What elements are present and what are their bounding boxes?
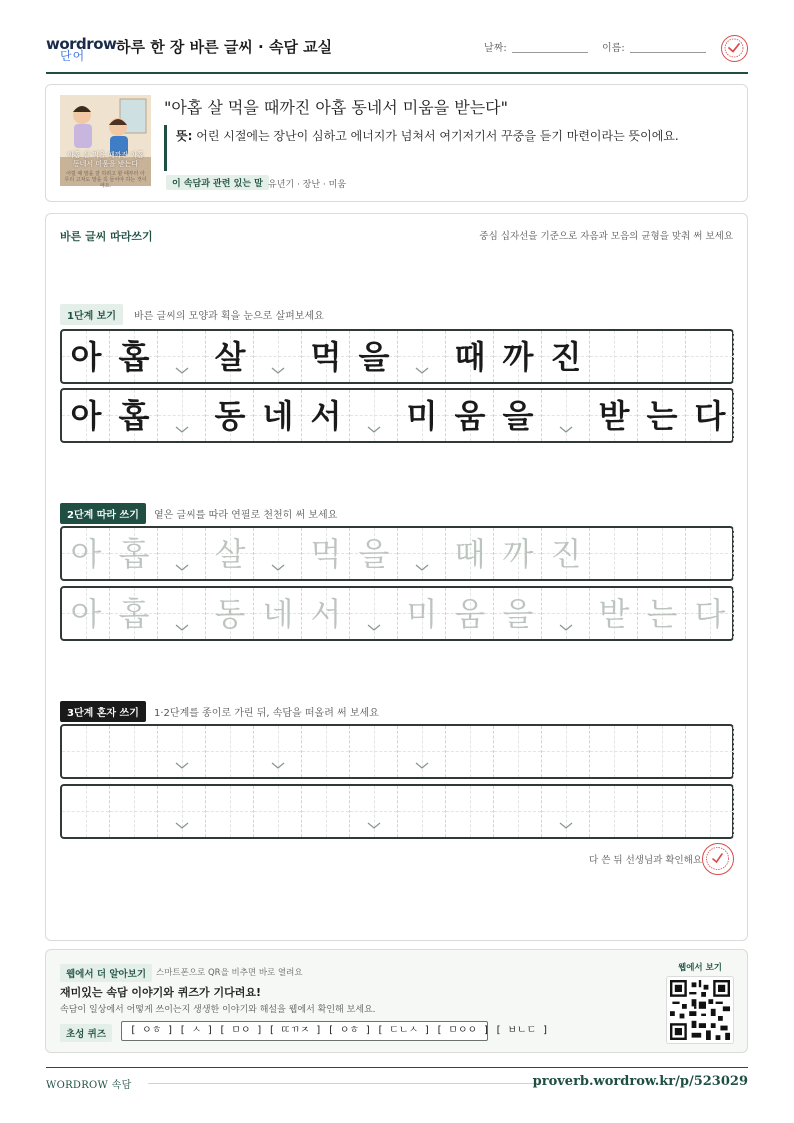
grid-cell[interactable] <box>494 786 542 837</box>
grid-cell <box>302 390 350 441</box>
date-label: 날짜: <box>484 43 507 54</box>
space-mark-icon <box>175 426 189 434</box>
grid-glyph: 미 <box>406 397 438 435</box>
related-tags: 유년기 · 장난 · 미움 <box>268 180 347 190</box>
step3-line2[interactable] <box>60 784 734 839</box>
footer-brand: WORDROW 속담 <box>46 1080 132 1091</box>
grid-cell[interactable] <box>254 528 302 579</box>
web-hint: 스마트폰으로 QR을 비추면 바로 열려요 <box>156 968 303 978</box>
name-field[interactable] <box>630 52 706 53</box>
grid-glyph: 을 <box>358 338 390 376</box>
grid-cell[interactable] <box>446 528 494 579</box>
grid-glyph: 홉 <box>118 338 150 376</box>
grid-cell[interactable] <box>350 726 398 777</box>
web-headline: 재미있는 속담 이야기와 퀴즈가 기다려요! <box>60 986 261 999</box>
space-mark-icon <box>367 426 381 434</box>
step3-badge: 3단계 혼자 쓰기 <box>60 701 146 722</box>
grid-cell <box>398 390 446 441</box>
practice-title: 바른 글씨 따라쓰기 <box>60 230 153 243</box>
grid-cell[interactable] <box>62 528 110 579</box>
grid-cell[interactable] <box>590 786 638 837</box>
grid-cell[interactable] <box>686 588 734 639</box>
grid-cell[interactable] <box>110 588 158 639</box>
grid-glyph: 움 <box>454 595 486 633</box>
space-mark-icon <box>271 564 285 572</box>
grid-cell[interactable] <box>110 528 158 579</box>
grid-cell[interactable] <box>638 726 686 777</box>
grid-cell[interactable] <box>254 588 302 639</box>
grid-glyph: 때 <box>454 535 486 573</box>
grid-glyph: 먹 <box>310 338 342 376</box>
grid-cell <box>638 390 686 441</box>
grid-cell <box>398 331 446 382</box>
grid-cell[interactable] <box>494 528 542 579</box>
grid-cell[interactable] <box>206 588 254 639</box>
grid-cell[interactable] <box>590 528 638 579</box>
grid-glyph: 다 <box>694 397 726 435</box>
teacher-stamp-icon <box>702 843 734 875</box>
grid-glyph: 때 <box>454 338 486 376</box>
grid-glyph: 먹 <box>310 535 342 573</box>
grid-glyph: 아 <box>70 338 102 376</box>
grid-cell <box>158 331 206 382</box>
grid-cell[interactable] <box>494 726 542 777</box>
grid-cell <box>206 331 254 382</box>
page-title: 하루 한 장 바른 글씨 · 속담 교실 <box>116 38 333 56</box>
grid-glyph: 진 <box>550 535 582 573</box>
grid-glyph: 서 <box>310 397 342 435</box>
grid-cell[interactable] <box>254 726 302 777</box>
proverb-illustration <box>60 95 151 189</box>
grid-glyph: 을 <box>358 535 390 573</box>
space-mark-icon <box>415 564 429 572</box>
grid-cell[interactable] <box>302 726 350 777</box>
grid-cell[interactable] <box>590 726 638 777</box>
meaning-accent-bar <box>164 125 167 171</box>
grid-cell <box>62 390 110 441</box>
grid-cell[interactable] <box>542 726 590 777</box>
space-mark-icon <box>175 822 189 830</box>
illustration-note: 어릴 때 말을 잘 하려고 할 때부터 아무리 고쳐도 말을 꼭 들어야 하는 것이에요. <box>64 171 147 189</box>
space-mark-icon <box>559 426 573 434</box>
grid-glyph: 까 <box>502 535 534 573</box>
grid-glyph: 홉 <box>118 397 150 435</box>
step1-line1 <box>60 329 734 384</box>
grid-cell <box>158 390 206 441</box>
space-mark-icon <box>175 624 189 632</box>
qr-icon <box>670 980 730 1040</box>
web-badge: 웹에서 더 알아보기 <box>60 964 152 982</box>
grid-glyph: 아 <box>70 595 102 633</box>
grid-cell[interactable] <box>158 726 206 777</box>
grid-cell <box>542 331 590 382</box>
grid-cell[interactable] <box>62 726 110 777</box>
qr-label: 웹에서 보기 <box>678 963 723 973</box>
proverb-card <box>45 84 748 202</box>
practice-hint: 중심 십자선을 기준으로 자음과 모음의 균형을 맞춰 써 보세요 <box>479 231 733 242</box>
grid-glyph: 움 <box>454 397 486 435</box>
space-mark-icon <box>271 367 285 375</box>
logo-subtext: 단어 <box>60 49 86 63</box>
space-mark-icon <box>559 624 573 632</box>
grid-cell <box>446 390 494 441</box>
space-mark-icon <box>271 762 285 770</box>
grid-cell <box>446 331 494 382</box>
grid-glyph: 받 <box>598 595 630 633</box>
grid-cell[interactable] <box>158 588 206 639</box>
grid-cell[interactable] <box>62 786 110 837</box>
grid-cell[interactable] <box>686 726 734 777</box>
grid-cell <box>302 331 350 382</box>
grid-glyph: 네 <box>262 595 294 633</box>
grid-cell[interactable] <box>638 786 686 837</box>
page-header <box>46 30 748 74</box>
space-mark-icon <box>175 762 189 770</box>
meaning-label: 뜻: <box>176 129 193 143</box>
grid-cell[interactable] <box>350 786 398 837</box>
grid-glyph: 홉 <box>118 535 150 573</box>
grid-cell[interactable] <box>590 588 638 639</box>
grid-cell[interactable] <box>542 528 590 579</box>
space-mark-icon <box>415 367 429 375</box>
space-mark-icon <box>367 624 381 632</box>
grid-glyph: 을 <box>502 397 534 435</box>
grid-cell[interactable] <box>110 786 158 837</box>
grid-glyph: 서 <box>310 595 342 633</box>
grid-glyph: 홉 <box>118 595 150 633</box>
step1-badge: 1단계 보기 <box>60 304 123 325</box>
space-mark-icon <box>415 762 429 770</box>
wordrow-logo[interactable] <box>46 35 117 63</box>
date-field[interactable] <box>512 52 588 53</box>
grid-cell[interactable] <box>398 588 446 639</box>
meaning-text: 어린 시절에는 장난이 심하고 에너지가 넘쳐서 여기저기서 꾸중을 듣기 마련이라는 뜻이에요. <box>196 129 679 143</box>
grid-cell[interactable] <box>542 588 590 639</box>
space-mark-icon <box>367 822 381 830</box>
grid-cell <box>110 390 158 441</box>
space-mark-icon <box>175 564 189 572</box>
grid-glyph: 진 <box>550 338 582 376</box>
space-mark-icon <box>559 822 573 830</box>
web-description: 속담이 일상에서 어떻게 쓰이는지 생생한 이야기와 해설을 웹에서 확인해 보세요. <box>60 1005 376 1015</box>
grid-cell[interactable] <box>398 726 446 777</box>
grid-cell <box>590 331 638 382</box>
related-badge: 이 속담과 관련 있는 말 <box>166 175 269 190</box>
grid-cell <box>254 390 302 441</box>
grid-cell[interactable] <box>206 726 254 777</box>
grid-cell[interactable] <box>446 726 494 777</box>
grid-glyph: 다 <box>694 595 726 633</box>
step3-hint: 1·2단계를 종이로 가린 뒤, 속담을 떠올려 써 보세요 <box>154 708 379 719</box>
grid-cell <box>494 390 542 441</box>
grid-cell[interactable] <box>302 588 350 639</box>
grid-cell[interactable] <box>638 528 686 579</box>
proverb-meaning <box>176 127 736 146</box>
step2-hint: 옅은 글씨를 따라 연필로 천천히 써 보세요 <box>154 510 338 521</box>
grid-cell[interactable] <box>254 786 302 837</box>
quiz-box: [ ㅇㅎ ] [ ㅅ ] [ ㅁㅇ ] [ ㄸㄲㅈ ] [ ㅇㅎ ] [ ㄷㄴㅅ ] [ ㅁㅇㅇ ] [ ㅂㄴㄷ ] <box>121 1021 488 1041</box>
footer-divider <box>148 1083 538 1084</box>
quiz-badge: 초성 퀴즈 <box>60 1024 112 1042</box>
grid-glyph: 까 <box>502 338 534 376</box>
grid-glyph: 을 <box>502 595 534 633</box>
grid-cell[interactable] <box>542 786 590 837</box>
grid-cell[interactable] <box>686 786 734 837</box>
grid-glyph: 아 <box>70 535 102 573</box>
check-note: 다 쓴 뒤 선생님과 확인해요 <box>589 855 703 866</box>
step1-line2 <box>60 388 734 443</box>
step3-line1[interactable] <box>60 724 734 779</box>
grid-glyph: 는 <box>646 595 678 633</box>
grid-cell[interactable] <box>398 786 446 837</box>
grid-glyph: 살 <box>214 338 246 376</box>
web-card <box>45 949 748 1053</box>
grid-glyph: 동 <box>214 397 246 435</box>
grid-cell <box>350 390 398 441</box>
grid-cell <box>590 390 638 441</box>
grid-cell[interactable] <box>398 528 446 579</box>
illustration-caption: 아홉 살 먹을 때까진 아홉 동네서 미움을 받는다 <box>67 151 144 168</box>
grid-cell[interactable] <box>62 588 110 639</box>
grid-cell <box>350 331 398 382</box>
grid-cell[interactable] <box>110 726 158 777</box>
grid-glyph: 미 <box>406 595 438 633</box>
grid-cell[interactable] <box>350 528 398 579</box>
grid-glyph: 받 <box>598 397 630 435</box>
grid-cell <box>686 331 734 382</box>
page-footer <box>46 1067 748 1091</box>
grid-cell[interactable] <box>206 786 254 837</box>
grid-cell[interactable] <box>494 588 542 639</box>
grid-cell <box>542 390 590 441</box>
grid-cell <box>638 331 686 382</box>
proverb-title: "아홉 살 먹을 때까진 아홉 동네서 미움을 받는다" <box>164 98 508 117</box>
grid-cell <box>686 390 734 441</box>
name-label: 이름: <box>602 43 625 54</box>
grid-glyph: 는 <box>646 397 678 435</box>
step2-badge: 2단계 따라 쓰기 <box>60 503 146 524</box>
grid-glyph: 동 <box>214 595 246 633</box>
logo-text: wordrow <box>46 35 117 53</box>
grid-cell <box>254 331 302 382</box>
grid-glyph: 아 <box>70 397 102 435</box>
grid-cell[interactable] <box>446 588 494 639</box>
step2-line1[interactable] <box>60 526 734 581</box>
grid-cell[interactable] <box>686 528 734 579</box>
grid-cell[interactable] <box>158 528 206 579</box>
grid-cell <box>110 331 158 382</box>
grid-cell[interactable] <box>206 528 254 579</box>
space-mark-icon <box>175 367 189 375</box>
grid-cell[interactable] <box>446 786 494 837</box>
grid-cell[interactable] <box>302 528 350 579</box>
grid-cell <box>206 390 254 441</box>
footer-url[interactable]: proverb.wordrow.kr/p/523029 <box>532 1074 748 1089</box>
grid-cell[interactable] <box>638 588 686 639</box>
grid-cell[interactable] <box>302 786 350 837</box>
grid-glyph: 네 <box>262 397 294 435</box>
step1-hint: 바른 글씨의 모양과 획을 눈으로 살펴보세요 <box>134 311 324 322</box>
check-stamp-icon <box>721 35 748 62</box>
grid-glyph: 살 <box>214 535 246 573</box>
grid-cell[interactable] <box>158 786 206 837</box>
grid-cell <box>62 331 110 382</box>
qr-code[interactable] <box>666 976 734 1044</box>
step2-line2[interactable] <box>60 586 734 641</box>
grid-cell <box>494 331 542 382</box>
grid-cell[interactable] <box>350 588 398 639</box>
